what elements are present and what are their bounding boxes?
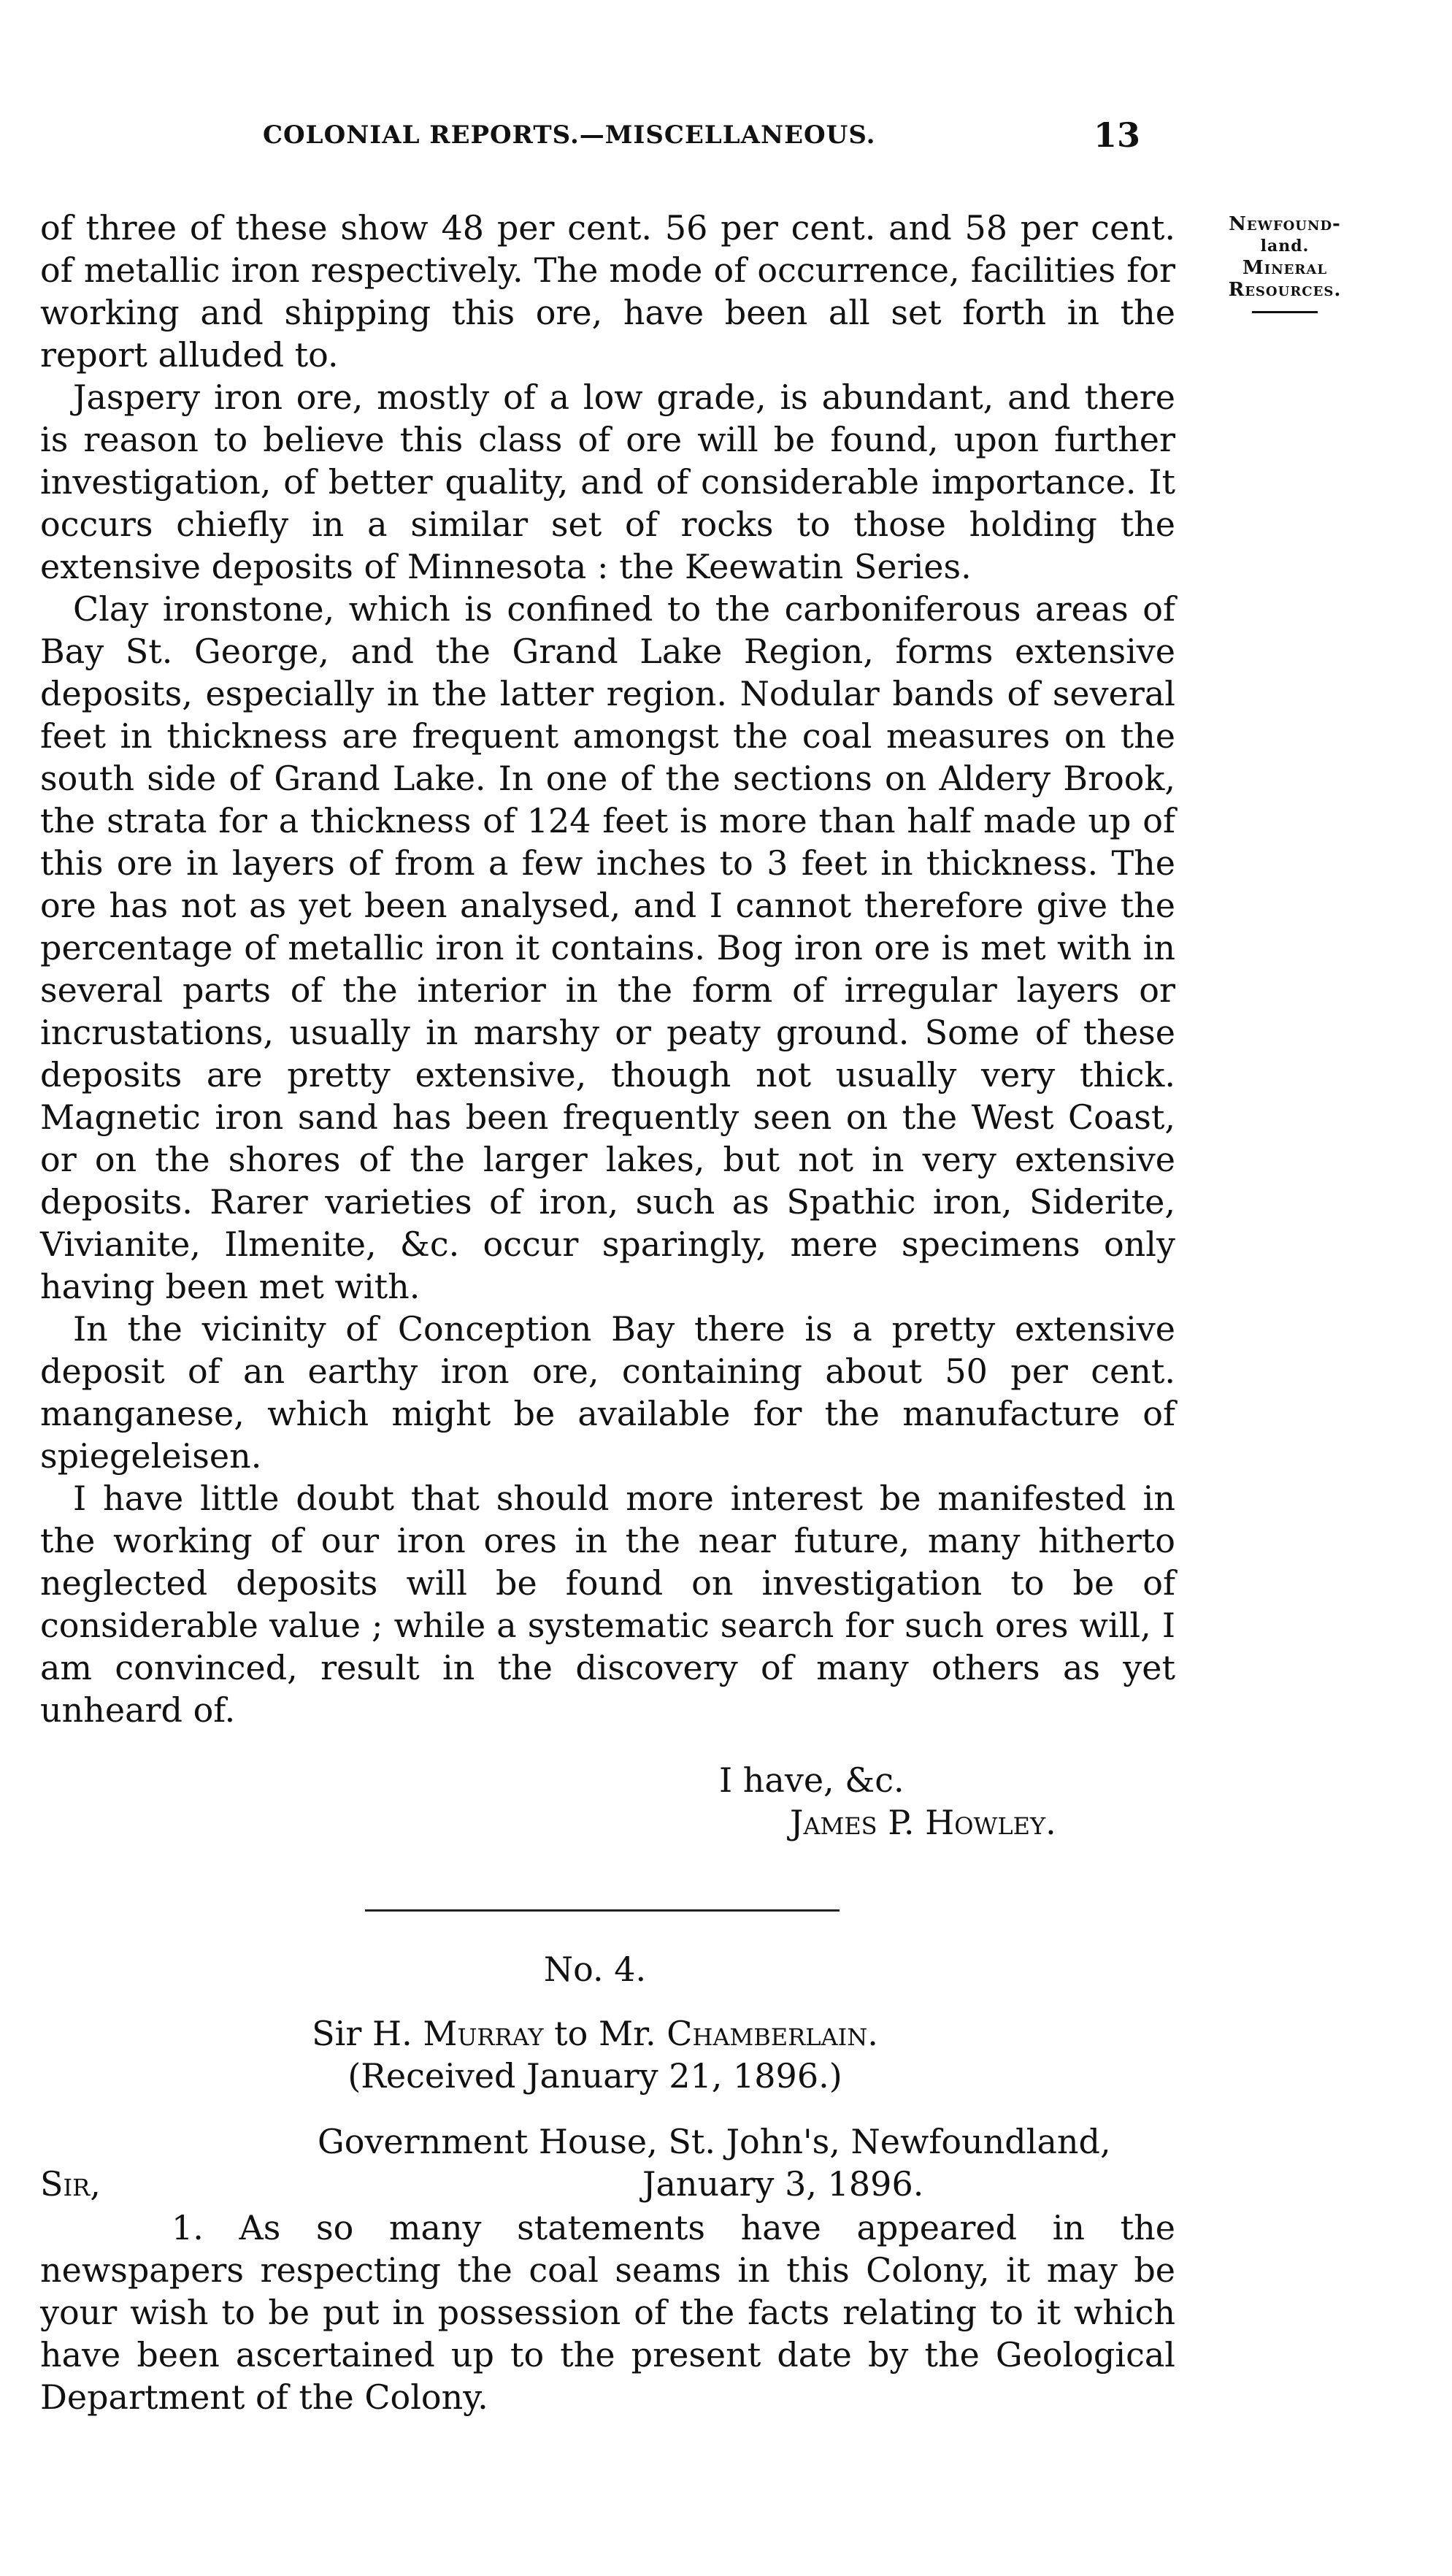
page-number: 13 — [1094, 115, 1141, 155]
margin-note — [1190, 213, 1380, 313]
to-prefix: to Mr. — [543, 2014, 667, 2053]
from-prefix: Sir H. — [312, 2014, 423, 2053]
paragraph: Jaspery iron ore, mostly of a low grade, is abundant, and there is reason to believe this class of ore will be found, upon further investigation, of better quality, and of considerable importance. It occurs chiefly in a similar set of rocks to those holding the extensive deposits of Minnesota : the Keewatin Series. — [40, 377, 1175, 586]
letter-address: Government House, St. John's, Newfoundland, — [318, 2122, 1111, 2161]
document-number: No. 4. — [543, 1950, 647, 1989]
to-name: Chamberlain. — [667, 2014, 878, 2053]
from-name: Murray — [423, 2014, 544, 2053]
paragraph: Clay ironstone, which is confined to the carboniferous areas of Bay St. George, and the Grand Lake Region, forms extensive deposits, especially in the latter region. Nodular bands of several feet in thickness are frequent amongst the coal measures on the south side of Grand Lake. In one of the sections on Aldery Brook, the strata for a thickness of 124 feet is more than half made up of this ore in layers of from a few inches to 3 feet in thickness. The ore has not as yet been analysed, and I cannot therefore give the percentage of metallic iron it contains. Bog iron ore is met with in several parts of the interior in the form of irregular layers or incrustations, usually in marshy or peaty ground. Some of these deposits are pretty extensive, though not usually very thick. Magnetic iron sand has been frequently seen on the West Coast, or on the shores of the larger lakes, but not in very extensive deposits. Rarer varieties of iron, such as Spathic iron, Siderite, Vivianite, Ilmenite, &c. occur sparingly, mere specimens only having been met with. — [40, 589, 1175, 1306]
salutation: Sir, — [40, 2164, 101, 2204]
closing: I have, &c. — [719, 1760, 904, 1800]
report-body — [40, 207, 1175, 1731]
margin-note-line: Mineral — [1242, 257, 1327, 279]
letter-date: January 3, 1896. — [642, 2164, 924, 2204]
margin-note-line: land. — [1260, 237, 1310, 256]
margin-note-line: Newfound- — [1229, 213, 1341, 235]
letter-body — [40, 2207, 1175, 2418]
paragraph: of three of these show 48 per cent. 56 per cent. and 58 per cent. of metallic iron respectively. The mode of occurrence, facilities for working and shipping this ore, have been all set forth in the report alluded to. — [40, 208, 1175, 375]
section-divider — [365, 1909, 840, 1912]
paragraph: I have little doubt that should more interest be manifested in the working of our iron ores in the near future, many hitherto neglected deposits will be found on investigation to be of considerable value ; while a systematic search for such ores will, I am convinced, result in the discovery of many others as yet unheard of. — [40, 1479, 1175, 1730]
margin-note-line: Resources. — [1228, 279, 1342, 301]
paragraph: In the vicinity of Conception Bay there is a pretty extensive deposit of an earthy iron ore, containing about 50 per cent. manganese, which might be available for the manufacture of spiegeleisen. — [40, 1309, 1175, 1476]
received-date: (Received January 21, 1896.) — [347, 2056, 842, 2096]
paragraph: 1. As so many statements have appeared in the newspapers respecting the coal seams in this Colony, it may be your wish to be put in possession of the facts relating to it which have been ascertained up to the present date by the Geological Department of the Colony. — [40, 2208, 1175, 2417]
margin-note-rule — [1252, 311, 1318, 313]
signature: James P. Howley. — [790, 1803, 1056, 1842]
running-head: COLONIAL REPORTS.—MISCELLANEOUS. — [263, 120, 876, 150]
correspondence-heading — [0, 2014, 1190, 2053]
